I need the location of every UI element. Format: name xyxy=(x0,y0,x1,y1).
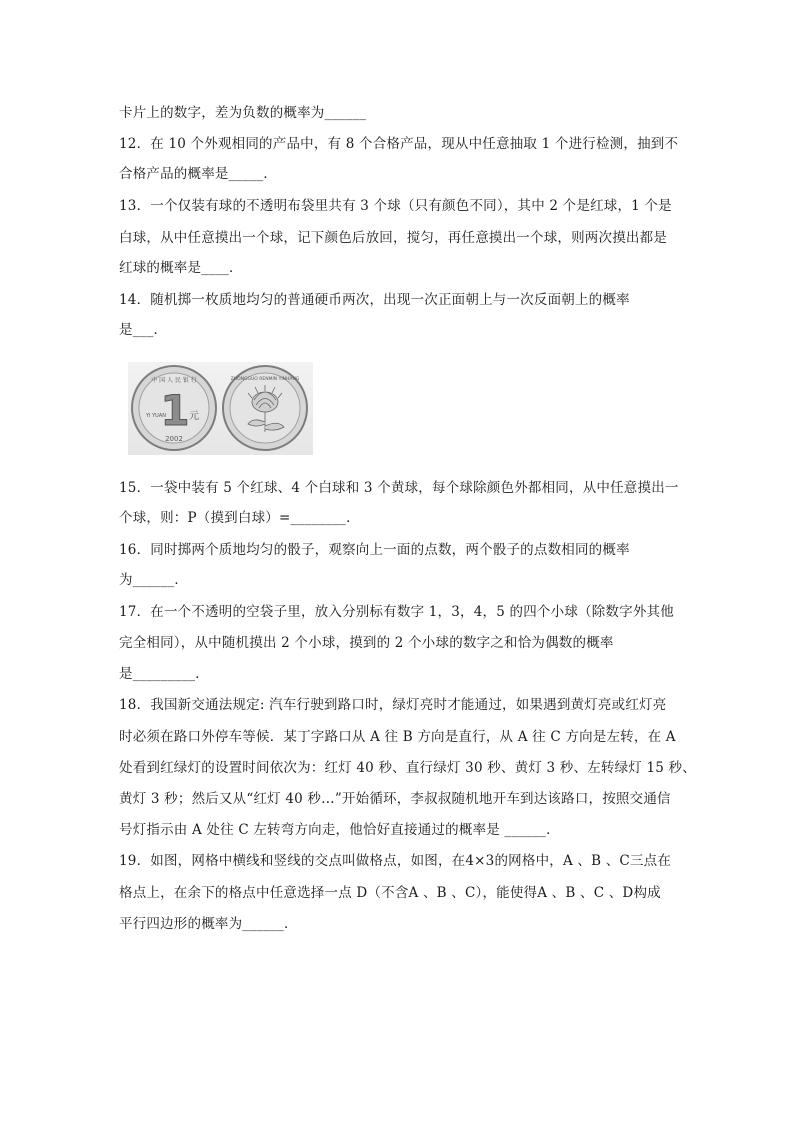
coin-image xyxy=(128,362,313,455)
question-12-line: 12．在 10 个外观相同的产品中，有 8 个合格产品，现从中任意抽取 1 个进行检测，抽到不 xyxy=(119,136,679,152)
text-line: 黄灯 3 秒；然后又从“红灯 40 秒…”开始循环，李叔叔随机地开车到达该路口，按照交通信 xyxy=(119,791,671,807)
text-line: 处看到红绿灯的设置时间依次为：红灯 40 秒、直行绿灯 30 秒、黄灯 3 秒、左转绿灯 15 秒、 xyxy=(119,760,696,776)
text-line: 卡片上的数字，差为负数的概率为______ xyxy=(119,105,367,121)
coin-front-rim-text: 中 国 人 民 银 行 xyxy=(151,377,197,384)
coin-front xyxy=(132,366,216,450)
text-line: 白球，从中任意摸出一个球，记下颜色后放回，搅匀，再任意摸出一个球，则两次摸出都是 xyxy=(119,230,667,246)
text-line: 时必须在路口外停车等候．某丁字路口从 A 往 B 方向是直行，从 A 往 C 方向是左转，在 A xyxy=(119,729,676,745)
text-line: 是___． xyxy=(119,322,168,338)
question-17-line: 17．在一个不透明的空袋子里，放入分别标有数字 1，3，4，5 的四个小球（除数字外其他 xyxy=(119,604,674,620)
coin-unit: 元 xyxy=(189,411,199,422)
coin-year: 2002 xyxy=(165,435,183,443)
text-line: 红球的概率是____． xyxy=(119,260,243,276)
text-line: 个球，则：P（摸到白球）=________． xyxy=(119,510,360,526)
question-13-line: 13．一个仅装有球的不透明布袋里共有 3 个球（只有颜色不同），其中 2 个是红球，1 个是 xyxy=(119,198,672,214)
text-line: 完全相同），从中随机摸出 2 个小球，摸到的 2 个小球的数字之和恰为偶数的概率 xyxy=(119,635,614,651)
coin-pinyin: YI YUAN xyxy=(146,413,166,419)
text-line: 合格产品的概率是_____． xyxy=(119,166,278,182)
coin-denomination: 1 xyxy=(160,386,190,435)
coin-back-rim-text: ZHONGGUO RENMIN YINHANG xyxy=(230,377,300,382)
question-14-line: 14．随机掷一枚质地均匀的普通硬币两次，出现一次正面朝上与一次反面朝上的概率 xyxy=(119,292,630,308)
question-18-line: 18．我国新交通法规定: 汽车行驶到路口时，绿灯亮时才能通过，如果遇到黄灯亮或红灯亮 xyxy=(119,697,667,713)
text-line: 号灯指示由 A 处往 C 左转弯方向走，他恰好直接通过的概率是 ______． xyxy=(119,822,560,838)
text-line: 格点上，在余下的格点中任意选择一点 D（不含A 、B 、C），能使得A 、B 、C 、D构成 xyxy=(119,885,661,901)
coin-back xyxy=(223,366,307,450)
text-line: 为______． xyxy=(119,572,189,588)
question-15-line: 15．一袋中装有 5 个红球、4 个白球和 3 个黄球，每个球除颜色外都相同，从中任意摸出一 xyxy=(119,480,679,496)
text-line: 是_________． xyxy=(119,666,209,682)
text-line: 平行四边形的概率为______． xyxy=(119,916,298,932)
question-16-line: 16．同时掷两个质地均匀的骰子，观察向上一面的点数，两个骰子的点数相同的概率 xyxy=(119,542,630,558)
question-19-line: 19．如图，网格中横线和竖线的交点叫做格点，如图，在4×3的网格中，A 、B 、C三点在 xyxy=(119,853,672,869)
